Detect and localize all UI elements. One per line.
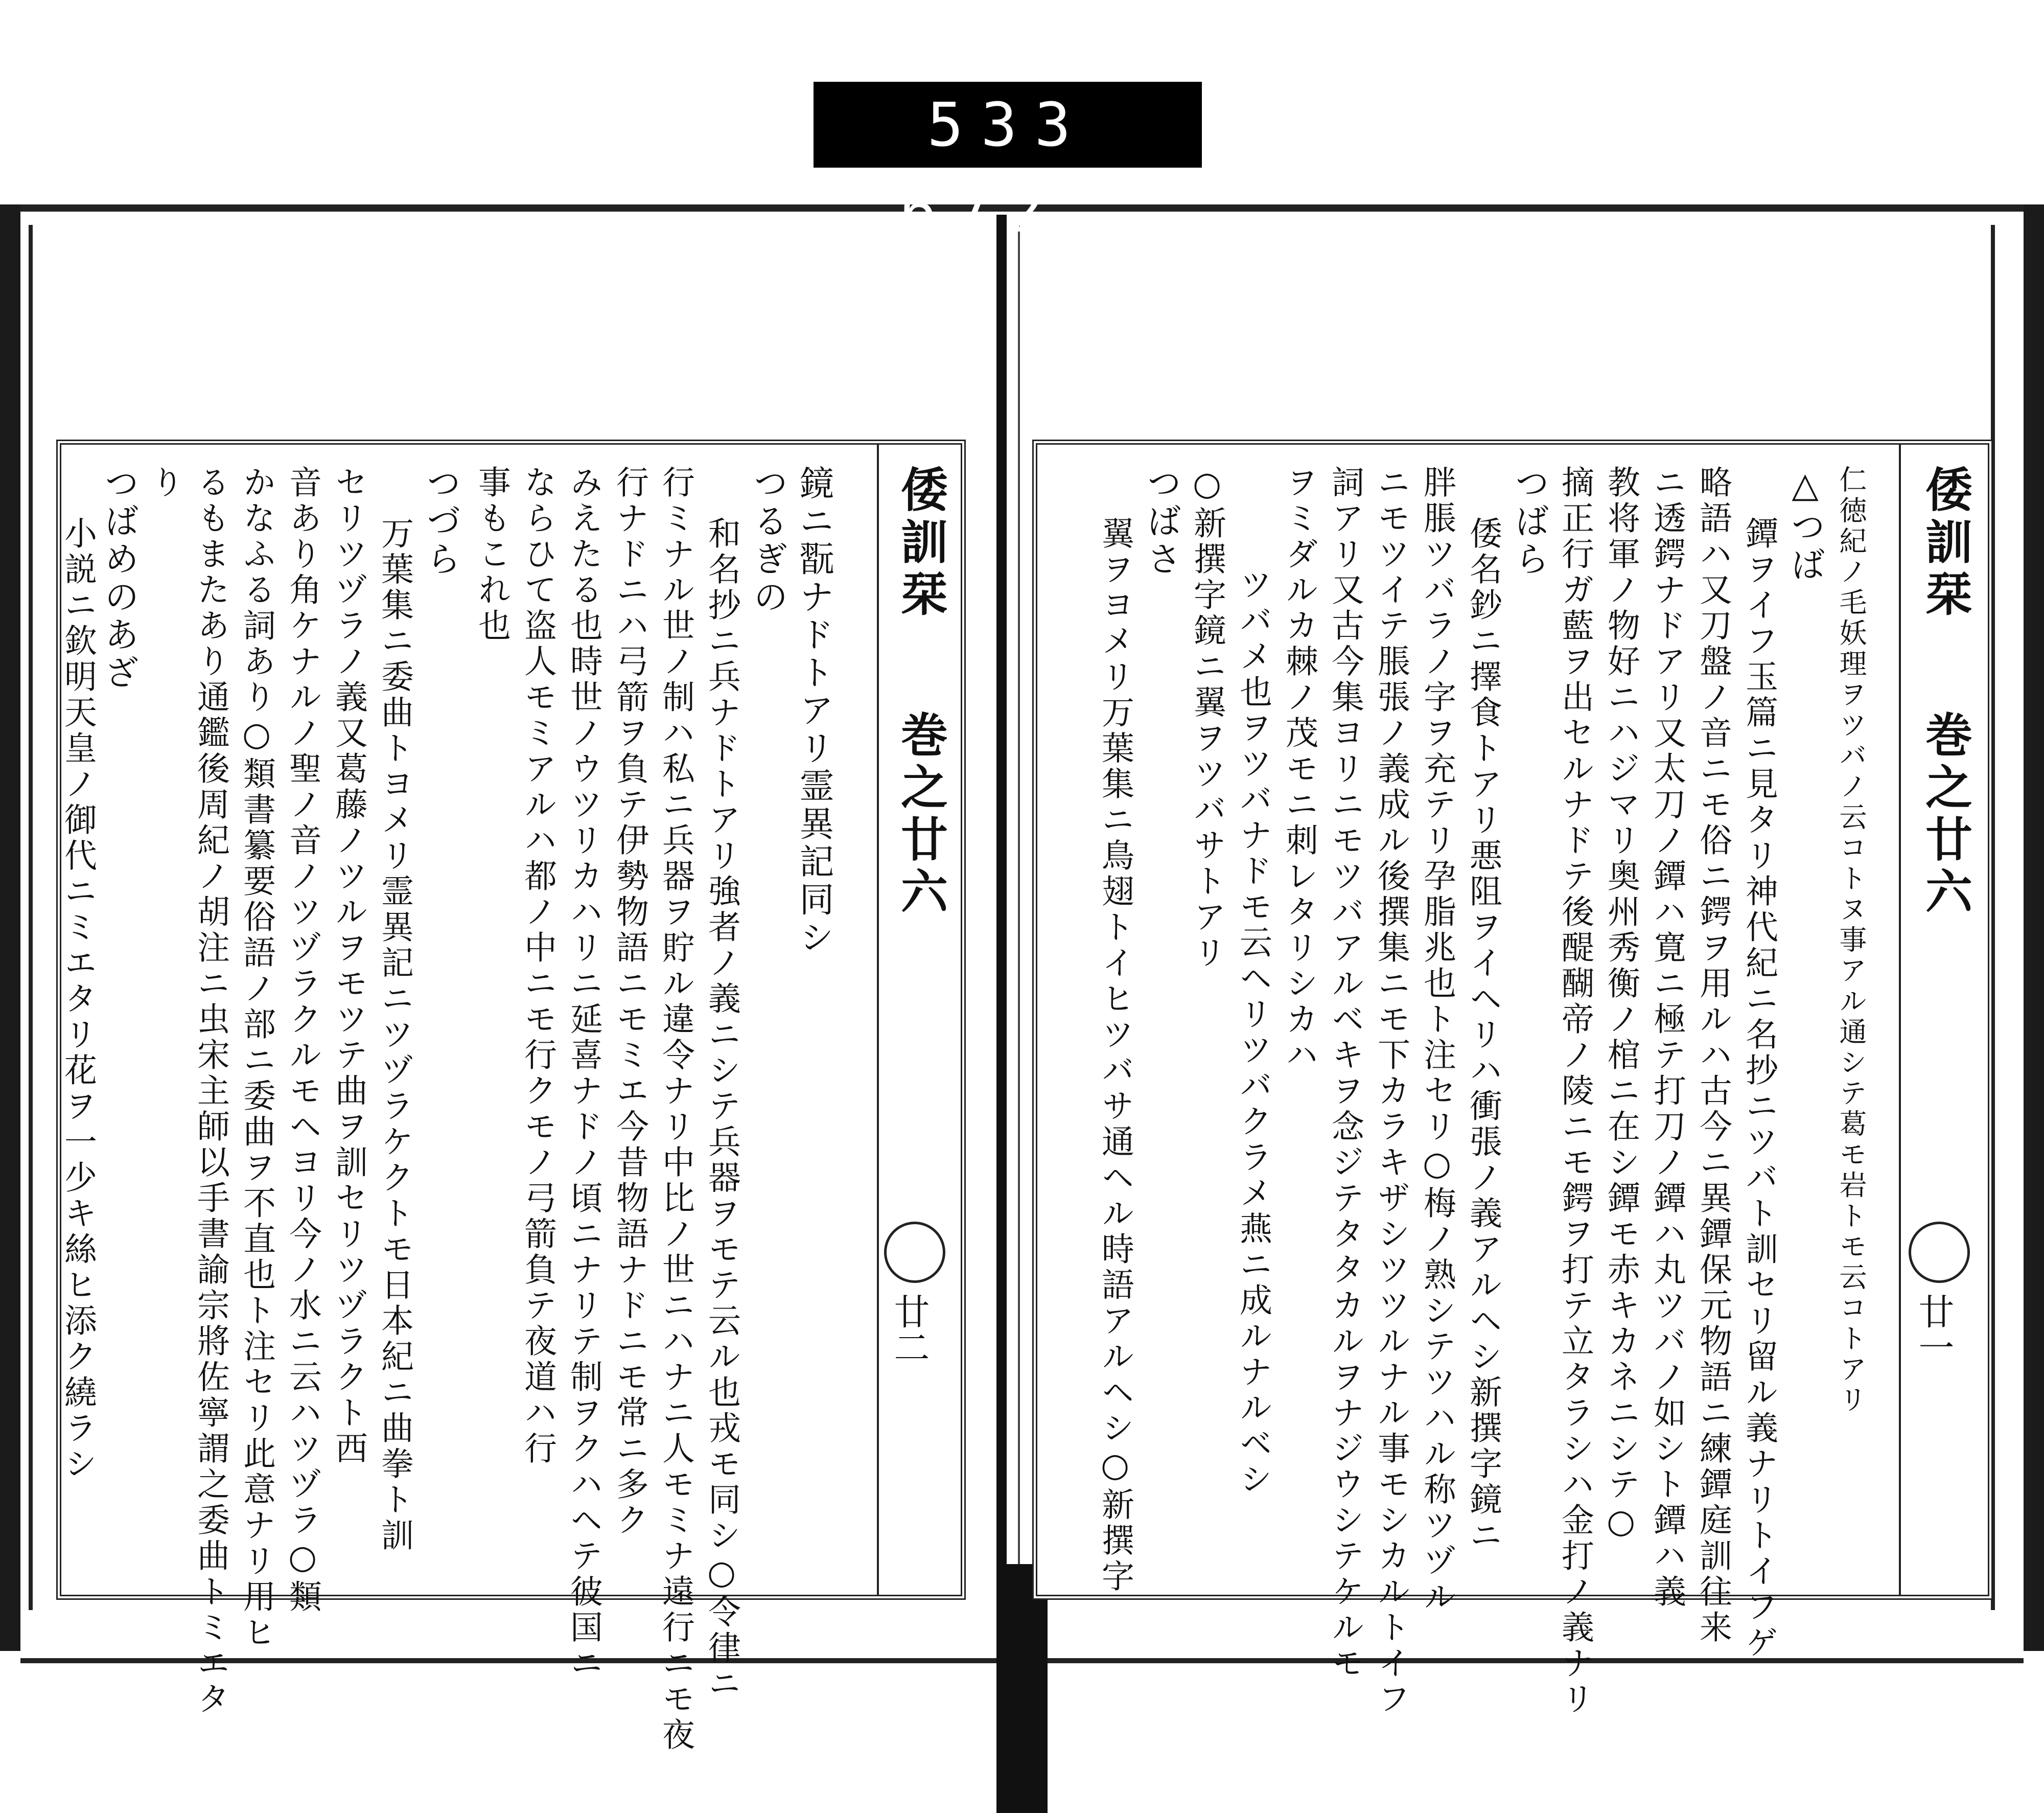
left-line-11: セリツヅラノ義又葛藤ノツルヲモツテ曲ヲ訓セリツヅラクト西	[330, 465, 367, 1467]
right-running-title: 倭訓栞	[1918, 465, 1973, 622]
right-volume-label: 巻之廿六	[1918, 710, 1973, 919]
book-gutter	[996, 215, 1007, 1666]
binding-strip	[996, 1564, 1048, 1813]
archive-number-label: 533 672.	[814, 82, 1202, 168]
right-folio-circle	[1909, 1222, 1970, 1283]
left-folio-number: 廿二	[888, 1293, 930, 1365]
left-line-10: 万葉集ニ委曲トヨメリ霊異記ニツヅラケクトモ日本紀ニ曲拳ト訓	[376, 516, 413, 1554]
left-text-block	[56, 440, 966, 1753]
left-volume-label: 巻之廿六	[893, 710, 948, 919]
left-line-7: ならひて盗人モミアルハ都ノ中ニモ行クモノ弓箭負テ夜道ハ行	[519, 465, 556, 1467]
right-line-14: ツバメ也ヲツバナドモ云ヘリツバクラメ燕ニ成ルナルベシ	[1234, 567, 1272, 1498]
left-line-1: 鏡ニ翫ナドトアリ霊異記同シ	[794, 465, 834, 957]
right-line-5: ニ透鍔ナドアリ又太刀ノ鐔ハ寛ニ極テ打刀ノ鐔ハ丸ツバノ如シト鐔ハ義	[1648, 465, 1686, 1610]
left-line-3: 和名抄ニ兵ナドトアリ強者ノ義ニシテ兵器ヲモテ云ル也戎モ同シ○令律ニ	[703, 516, 740, 1702]
right-line-6: 教将軍ノ物好ニハジマリ奥州秀衡ノ棺ニ在シ鐔モ赤キカネニシテ○	[1602, 465, 1640, 1544]
right-line-7: 摘正行ガ藍ヲ出セルナドテ後醍醐帝ノ陵ニモ鍔ヲ打テ立タラシハ金打ノ義ナリ	[1556, 465, 1594, 1717]
left-line-9: つづら	[421, 465, 461, 579]
left-line-14: るもまたあり通鑑後周紀ノ胡注ニ虫宋主師以手書諭宗將佐寧謂之委曲トミエタ	[192, 465, 229, 1717]
right-line-1: 仁徳紀ノ毛妖理ヲツバノ云コトヌ事アル通シテ葛モ岩トモ云コトアリ	[1835, 465, 1867, 1416]
right-line-2: △つば	[1785, 465, 1825, 584]
left-line-5: 行ナドニハ弓箭ヲ負テ伊勢物語ニモミエ今昔物語ナドニモ常ニ多ク	[611, 465, 648, 1539]
left-line-15: り	[146, 465, 183, 501]
left-line-8: 事もこれ也	[473, 465, 510, 644]
left-running-title: 倭訓栞	[893, 465, 948, 622]
left-line-2: つるぎの	[748, 465, 788, 616]
right-line-10: 胖脹ツバラノ字ヲ充テリ孕脂兆也ト注セリ○梅ノ熟シテツハル称ツヅル	[1418, 465, 1456, 1615]
right-line-16: つばさ	[1141, 465, 1181, 579]
right-line-3: 鐔ヲイフ玉篇ニ見タリ神代紀ニ名抄ニツバト訓セリ留ル義ナリトイフゲ	[1740, 516, 1778, 1661]
right-title-rule	[1899, 445, 1901, 1595]
right-page-stack-edge	[2024, 204, 2044, 1651]
right-line-12: 詞アリ又古今集ヨリニモツバアルベキヲ念ジテタタカルヲナジウシテケルモ	[1326, 465, 1364, 1682]
left-line-6: みえたる也時世ノウツリカハリニ延喜ナドノ頃ニナリテ制ヲクハヘテ彼国ニ	[565, 465, 602, 1682]
left-line-13: かなふる詞あり○類書纂要俗語ノ部ニ委曲ヲ不直也ト注セリ此意ナリ用ヒ	[238, 465, 275, 1651]
left-page-stack-edge	[0, 204, 20, 1651]
right-line-9: 倭名鈔ニ擇食トアリ悪阻ヲイヘリハ衝張ノ義アルヘシ新撰字鏡ニ	[1464, 516, 1502, 1554]
left-line-17: 小説ニ欽明天皇ノ御代ニミエタリ花ヲ一少キ絲ヒ添ク繞ラシ	[59, 516, 97, 1482]
right-line-13: ヲミダルカ棘ノ茂モニ刺レタリシカハ	[1280, 465, 1318, 1073]
right-line-15: ○新撰字鏡ニ翼ヲツバサトアリ	[1188, 465, 1226, 971]
left-line-4: 行ミナル世ノ制ハ私ニ兵器ヲ貯ル違令ナリ中比ノ世ニハナニ人モミナ遠行ニモ夜	[657, 465, 694, 1753]
left-line-12: 音あり角ケナルノ聖ノ音ノツヅラクルモヘヨリ今ノ水ニ云ハツヅラ○類	[284, 465, 321, 1615]
left-folio-circle	[884, 1222, 945, 1283]
right-folio-number: 廿一	[1913, 1293, 1955, 1365]
right-text-block	[1032, 440, 1993, 1717]
left-line-16: つばめのあざ	[99, 465, 139, 692]
right-line-8: つばら	[1509, 465, 1549, 579]
right-line-11: ニモツイテ脹張ノ義成ル後撰集ニモ下カラキザシツツルナル事モシカルトイフ	[1372, 465, 1410, 1717]
left-title-rule	[877, 445, 879, 1595]
right-line-4: 略語ハ又刀盤ノ音ニモ俗ニ鍔ヲ用ルハ古今ニ異鐔保元物語ニ練鐔庭訓往来	[1694, 465, 1732, 1646]
right-line-17: 翼ヲヨメリ万葉集ニ鳥翅トイヒツバサ通ヘル時語アルヘシ○新撰字	[1096, 516, 1134, 1595]
